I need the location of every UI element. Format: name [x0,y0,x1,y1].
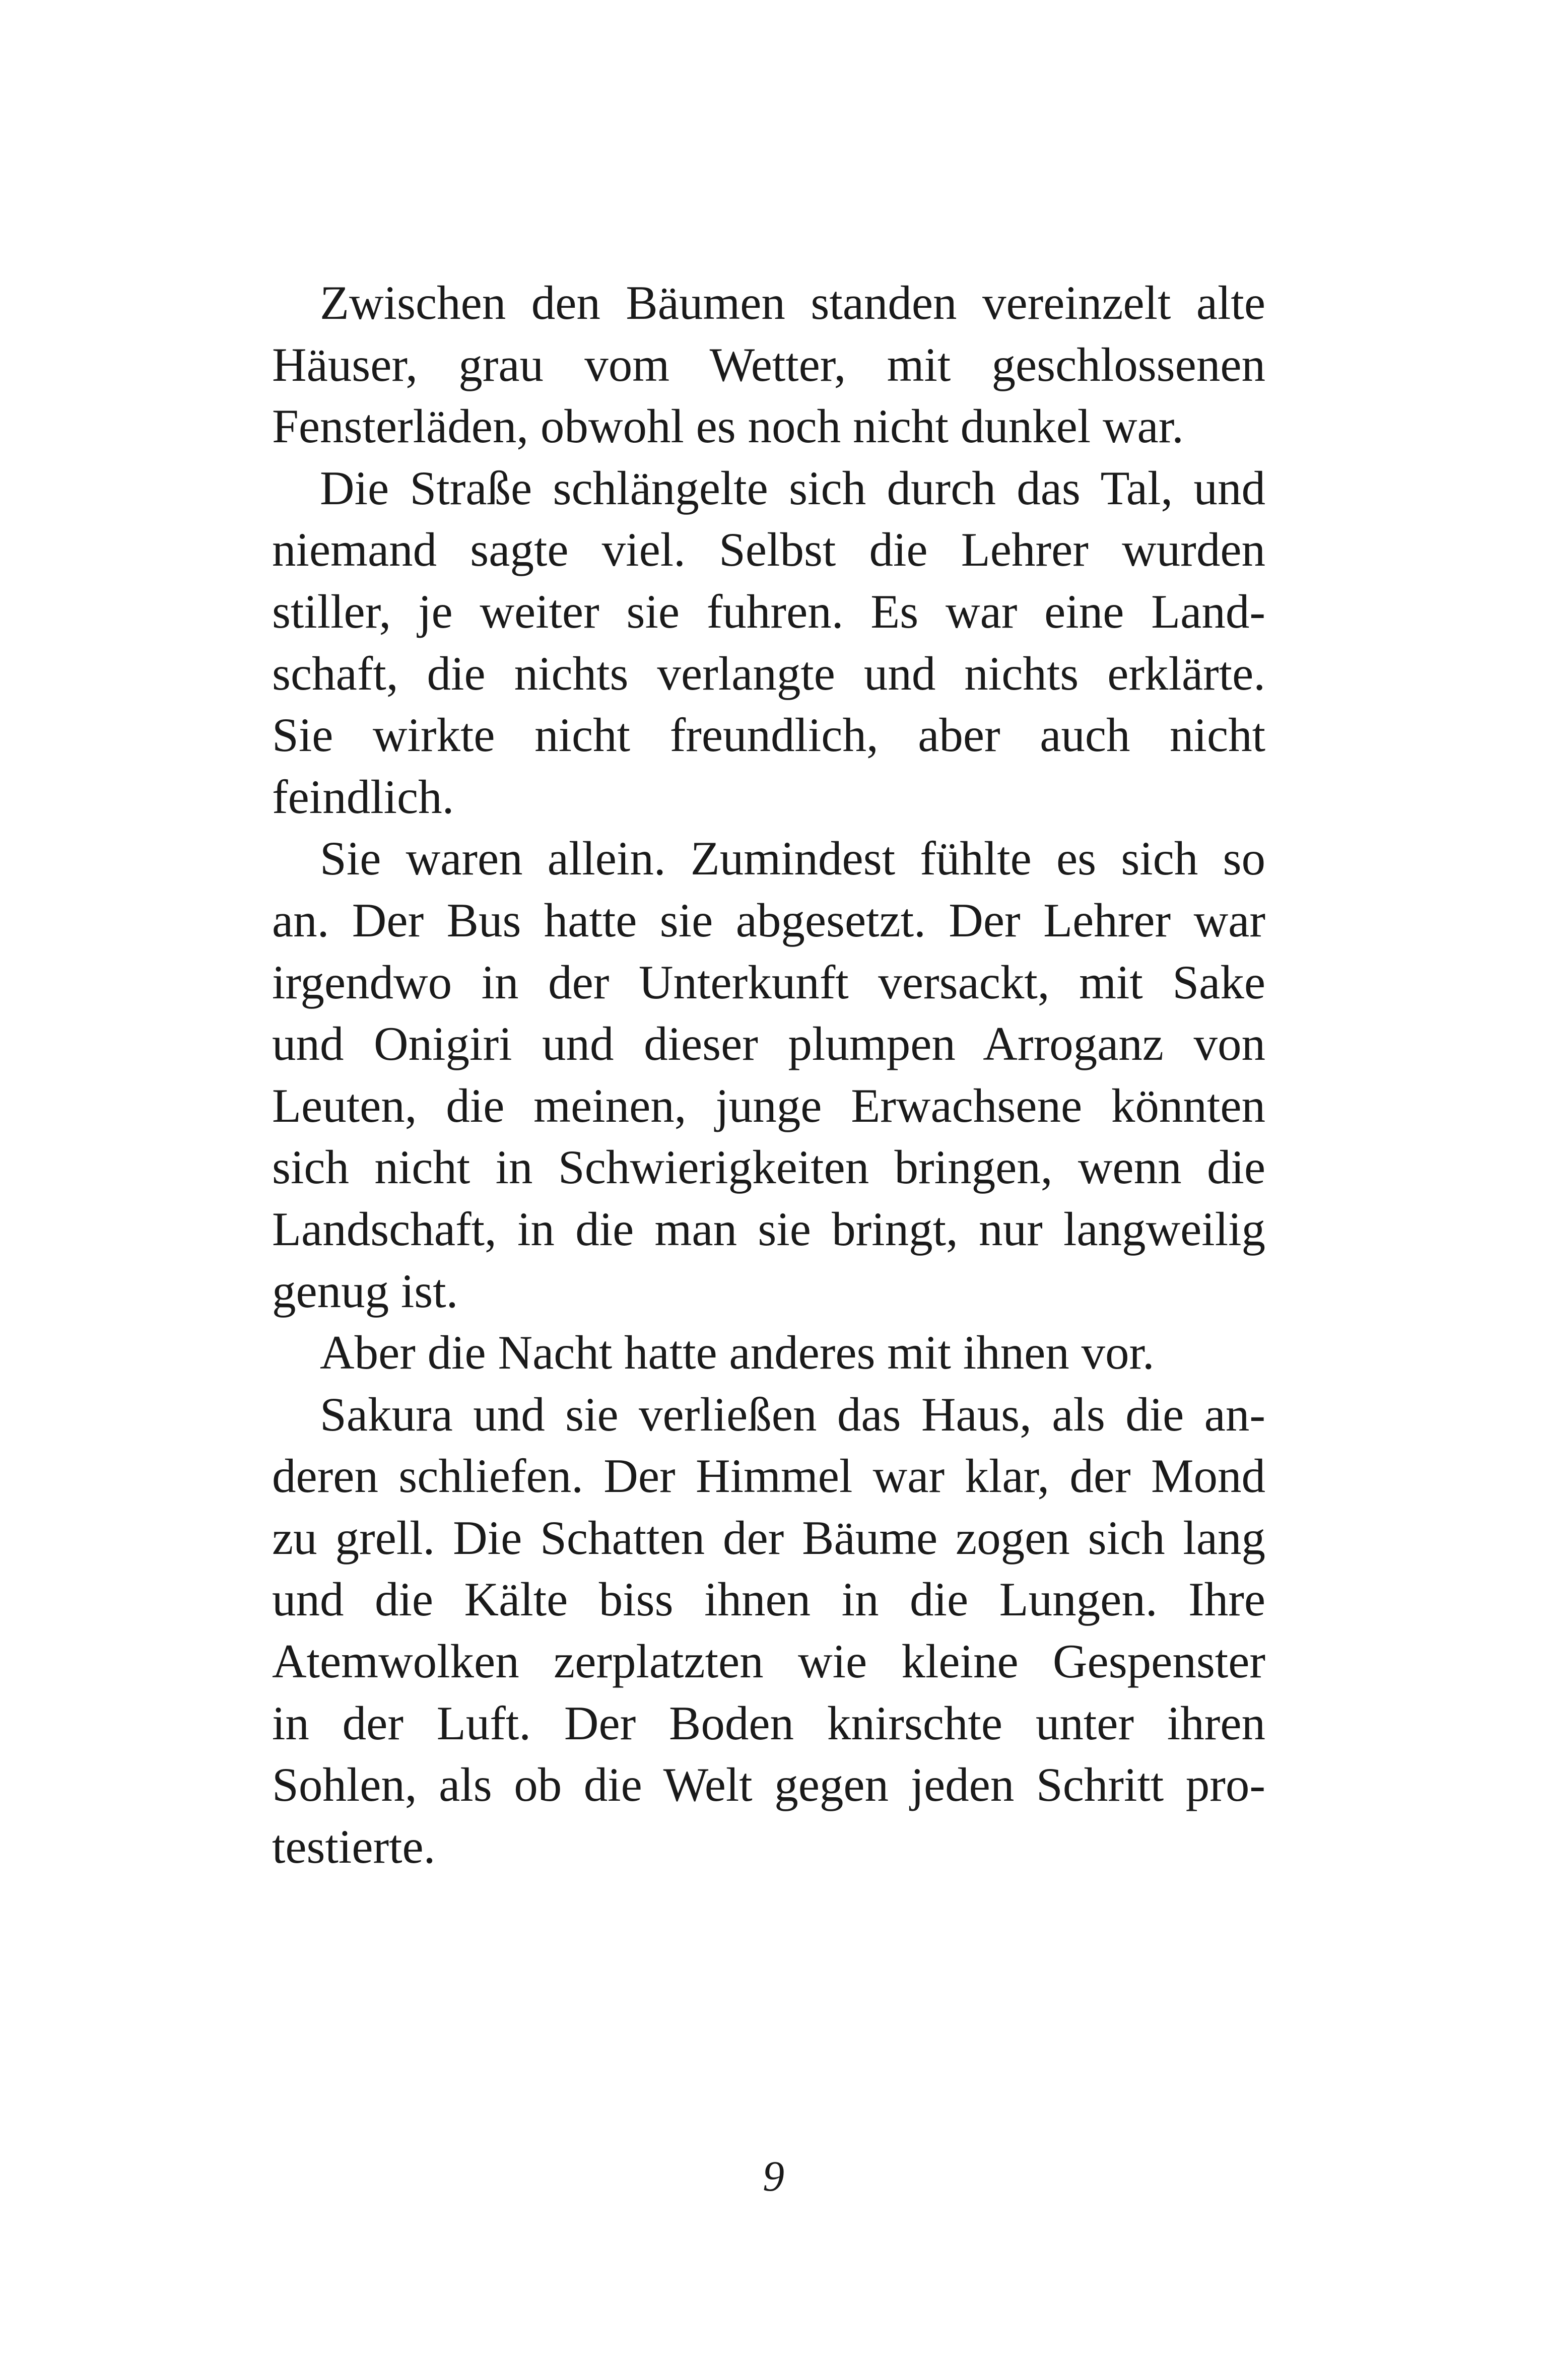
text-line: deren schliefen. Der Himmel war klar, der Mond [272,1449,1265,1503]
paragraph [272,272,1265,457]
text-line: Zwischen den Bäumen standen vereinzelt alte [320,276,1265,329]
text-line: Häuser, grau vom Wetter, mit geschlossenen [272,337,1265,391]
text-line: Sie waren allein. Zumindest fühlte es sich so [320,832,1265,886]
text-line: feindlich. [272,770,454,824]
text-line: genug ist. [272,1264,458,1318]
text-line: irgendwo in der Unterkunft versackt, mit Sake [272,955,1265,1009]
text-line: Sohlen, als ob die Welt gegen jeden Schritt pro- [272,1758,1265,1812]
paragraph [272,457,1265,828]
text-line: in der Luft. Der Boden knirschte unter ihren [272,1696,1265,1750]
text-line: niemand sagte viel. Selbst die Lehrer wurden [272,523,1265,577]
text-line: Aber die Nacht hatte anderes mit ihnen vor. [320,1326,1155,1380]
paragraph [272,1322,1265,1384]
text-line: Die Straße schlängelte sich durch das Tal, und [320,461,1265,515]
text-line: Sie wirkte nicht freundlich, aber auch nicht [272,708,1265,762]
text-line: und Onigiri und dieser plumpen Arroganz von [272,1017,1265,1071]
text-line: zu grell. Die Schatten der Bäume zogen sich lang [272,1511,1265,1565]
body-text [272,272,1265,1877]
text-line: Leuten, die meinen, junge Erwachsene könnten [272,1078,1265,1132]
text-line: testierte. [272,1819,436,1873]
text-line: Fensterläden, obwohl es noch nicht dunkel war. [272,399,1184,453]
page-number: 9 [763,2152,784,2200]
text-line: und die Kälte biss ihnen in die Lungen. Ihre [272,1573,1265,1626]
text-line: stiller, je weiter sie fuhren. Es war eine Land- [272,584,1265,638]
text-line: schaft, die nichts verlangte und nichts erklärte. [272,646,1265,700]
text-line: Sakura und sie verließen das Haus, als die an- [320,1387,1265,1441]
paragraph [272,828,1265,1322]
text-line: sich nicht in Schwierigkeiten bringen, wenn die [272,1140,1265,1194]
text-line: an. Der Bus hatte sie abgesetzt. Der Lehrer war [272,893,1265,947]
text-line: Atemwolken zerplatzten wie kleine Gespenster [272,1635,1265,1688]
paragraph [272,1384,1265,1878]
text-line: Landschaft, in die man sie bringt, nur langweilig [272,1202,1265,1256]
